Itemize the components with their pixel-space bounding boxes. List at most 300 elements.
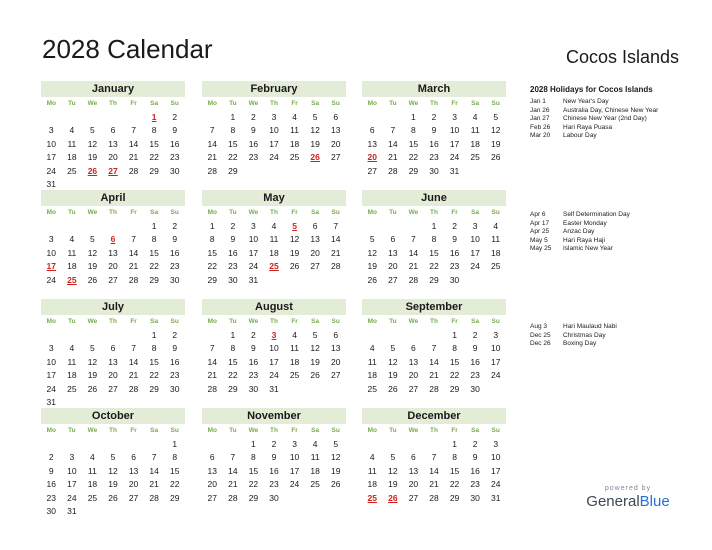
empty-cell — [403, 329, 424, 342]
day-cell: 30 — [449, 274, 460, 285]
day-cell: 7 — [131, 343, 136, 354]
day-cell: 15 — [248, 465, 259, 476]
day-cell: 29 — [207, 274, 218, 285]
month-title: July — [41, 299, 185, 315]
day-cell: 21 — [128, 370, 139, 381]
day-cell: 20 — [330, 356, 341, 367]
day-grid — [202, 220, 346, 287]
weekday-label: We — [248, 209, 259, 216]
day-cell: 30 — [269, 492, 279, 503]
day-cell: 14 — [128, 247, 139, 258]
weekday-label: Su — [491, 318, 500, 325]
weekday-label: Th — [430, 318, 438, 325]
holiday-row — [530, 340, 710, 349]
month-march — [362, 81, 506, 178]
weekday-label: Mo — [367, 100, 377, 107]
day-cell: 8 — [431, 234, 437, 245]
weekday-label: Mo — [46, 318, 56, 325]
day-cell: 11 — [290, 125, 299, 136]
day-cell: 8 — [209, 234, 215, 245]
empty-cell — [123, 111, 144, 124]
day-cell: 13 — [330, 125, 341, 136]
day-cell: 29 — [429, 274, 439, 285]
holiday-row — [530, 124, 710, 133]
day-cell: 25 — [289, 370, 300, 381]
day-cell: 29 — [169, 492, 180, 503]
day-cell: 4 — [69, 125, 75, 136]
holiday-row — [530, 220, 710, 229]
day-cell: 2 — [172, 112, 178, 122]
weekday-label: Su — [491, 209, 500, 216]
weekday-label: We — [87, 100, 98, 107]
day-cell: 11 — [269, 234, 279, 245]
empty-cell — [383, 329, 404, 342]
day-cell: 9 — [271, 452, 277, 463]
day-cell: 31 — [490, 492, 501, 503]
day-cell: 19 — [367, 261, 378, 272]
day-cell: 30 — [46, 505, 57, 516]
day-cell: 23 — [449, 261, 460, 272]
day-cell: 26 — [388, 383, 398, 394]
weekday-label: Mo — [367, 318, 377, 325]
day-cell: 31 — [46, 396, 57, 407]
day-cell: 8 — [230, 125, 236, 136]
day-cell: 15 — [149, 247, 159, 258]
empty-cell — [144, 438, 165, 451]
weekday-label: Fr — [291, 100, 298, 107]
day-cell: 2 — [431, 112, 437, 122]
holiday-name: Boxing Day — [563, 340, 597, 348]
day-cell: 22 — [149, 261, 159, 272]
weekday-label: Tu — [68, 100, 76, 107]
weekday-label: Tu — [68, 209, 76, 216]
day-cell: 13 — [108, 356, 118, 367]
day-cell: 7 — [431, 452, 437, 463]
holiday-row — [530, 115, 710, 124]
weekday-label: We — [248, 427, 259, 434]
day-cell: 9 — [172, 343, 178, 354]
day-cell: 8 — [151, 343, 157, 354]
holiday-name: New Year's Day — [563, 98, 609, 105]
day-cell: 15 — [149, 356, 159, 367]
weekday-label: Th — [109, 209, 117, 216]
page-title: 2028 Calendar — [42, 34, 213, 64]
day-cell: 15 — [408, 138, 419, 149]
day-cell: 21 — [408, 261, 419, 272]
day-cell: 10 — [470, 234, 480, 245]
day-cell: 20 — [128, 479, 139, 490]
day-cell: 5 — [110, 452, 116, 463]
holiday-day: 25 — [67, 274, 77, 285]
weekday-label: Sa — [150, 318, 159, 325]
day-cell: 27 — [207, 492, 218, 503]
day-cell: 10 — [46, 247, 57, 258]
day-cell: 12 — [367, 247, 378, 258]
empty-cell — [82, 111, 103, 124]
weekday-header — [362, 97, 506, 111]
day-cell: 25 — [67, 383, 77, 394]
day-cell: 26 — [330, 479, 341, 490]
weekday-label: Su — [331, 318, 340, 325]
weekday-label: Su — [170, 100, 179, 107]
day-cell: 2 — [452, 221, 457, 231]
holiday-row — [530, 332, 710, 341]
day-cell: 1 — [151, 330, 157, 340]
day-cell: 3 — [452, 112, 457, 122]
day-cell: 4 — [292, 112, 297, 122]
day-cell: 11 — [491, 234, 501, 245]
day-cell: 26 — [87, 383, 98, 394]
day-grid — [202, 329, 346, 396]
empty-cell — [383, 111, 404, 124]
day-cell: 12 — [87, 247, 98, 258]
day-cell: 5 — [90, 125, 95, 136]
day-cell: 22 — [228, 152, 238, 163]
day-cell: 1 — [209, 221, 215, 231]
weekday-label: Sa — [471, 100, 480, 107]
day-cell: 3 — [472, 221, 478, 231]
day-cell: 27 — [408, 492, 419, 503]
day-cell: 11 — [88, 465, 97, 476]
day-cell: 17 — [269, 356, 279, 367]
day-cell: 28 — [149, 492, 159, 503]
brand-logo[interactable] — [586, 485, 670, 510]
day-cell: 7 — [333, 221, 339, 231]
day-cell: 20 — [408, 370, 419, 381]
weekday-label: We — [87, 427, 98, 434]
month-title: September — [362, 299, 506, 315]
holiday-date: Mar 20 — [530, 132, 551, 140]
day-cell: 13 — [108, 247, 118, 258]
day-cell: 27 — [388, 274, 398, 285]
day-cell: 20 — [388, 261, 398, 272]
holiday-date: Aug 3 — [530, 323, 547, 330]
weekday-label: Su — [491, 427, 500, 434]
day-cell: 12 — [310, 343, 320, 354]
holiday-day: 20 — [367, 152, 378, 163]
day-cell: 8 — [151, 234, 157, 245]
holiday-row — [530, 228, 710, 237]
day-cell: 10 — [269, 343, 279, 354]
day-cell: 11 — [67, 138, 77, 149]
day-cell: 9 — [472, 452, 478, 463]
day-cell: 21 — [128, 152, 139, 163]
day-cell: 17 — [46, 152, 57, 163]
day-cell: 19 — [108, 479, 118, 490]
day-cell: 23 — [169, 152, 180, 163]
weekday-label: Su — [170, 209, 179, 216]
day-cell: 28 — [408, 274, 419, 285]
day-cell: 14 — [429, 356, 439, 367]
day-cell: 29 — [228, 383, 238, 394]
empty-cell — [82, 220, 103, 233]
weekday-label: Tu — [389, 209, 397, 216]
weekday-label: Mo — [207, 318, 217, 325]
day-cell: 24 — [248, 261, 259, 272]
weekday-header — [202, 206, 346, 220]
day-cell: 18 — [87, 479, 98, 490]
weekday-label: Fr — [291, 318, 298, 325]
holiday-row — [530, 98, 710, 107]
holiday-group — [530, 211, 710, 254]
holiday-group — [530, 98, 710, 141]
day-cell: 6 — [333, 330, 339, 340]
weekday-label: Fr — [130, 100, 137, 107]
day-cell: 28 — [388, 165, 398, 176]
empty-cell — [223, 438, 244, 451]
weekday-label: Th — [430, 100, 438, 107]
day-cell: 21 — [128, 261, 139, 272]
day-cell: 23 — [248, 370, 259, 381]
day-grid — [362, 438, 506, 505]
day-cell: 1 — [431, 221, 437, 231]
day-cell: 4 — [493, 221, 499, 231]
day-grid — [41, 438, 185, 518]
holiday-day: 5 — [292, 221, 297, 231]
day-cell: 7 — [209, 125, 215, 136]
day-cell: 25 — [289, 152, 300, 163]
day-cell: 3 — [48, 343, 54, 354]
day-cell: 27 — [367, 165, 378, 176]
holiday-date: Jan 1 — [530, 98, 546, 105]
day-cell: 16 — [269, 465, 279, 476]
day-cell: 10 — [46, 356, 57, 367]
brand-name: GeneralBlue — [586, 493, 670, 510]
day-cell: 7 — [411, 234, 416, 245]
day-cell: 19 — [388, 479, 398, 490]
day-cell: 4 — [90, 452, 95, 463]
holiday-date: Jan 27 — [530, 115, 550, 123]
day-cell: 23 — [470, 479, 480, 490]
day-cell: 11 — [470, 125, 480, 136]
empty-cell — [362, 438, 383, 451]
day-cell: 6 — [312, 221, 318, 231]
day-cell: 2 — [271, 439, 277, 449]
empty-cell — [403, 438, 424, 451]
day-cell: 1 — [452, 330, 457, 340]
month-title: November — [202, 408, 346, 424]
day-cell: 24 — [490, 370, 501, 381]
day-cell: 13 — [108, 138, 118, 149]
day-cell: 9 — [431, 125, 437, 136]
weekday-header — [362, 315, 506, 329]
day-cell: 22 — [207, 261, 218, 272]
weekday-label: Th — [270, 209, 278, 216]
day-cell: 6 — [411, 452, 416, 463]
day-cell: 6 — [390, 234, 396, 245]
day-cell: 26 — [87, 274, 98, 285]
day-cell: 14 — [330, 234, 341, 245]
day-cell: 29 — [408, 165, 419, 176]
day-cell: 14 — [388, 138, 398, 149]
day-cell: 18 — [367, 370, 378, 381]
weekday-label: Fr — [130, 427, 137, 434]
day-cell: 3 — [69, 452, 75, 463]
holiday-date: Apr 6 — [530, 211, 546, 218]
month-february — [202, 81, 346, 178]
holiday-name: Australia Day, Chinese New Year — [563, 106, 659, 114]
weekday-label: Sa — [471, 318, 480, 325]
day-cell: 7 — [230, 452, 236, 463]
day-cell: 22 — [429, 261, 439, 272]
month-title: December — [362, 408, 506, 424]
day-cell: 10 — [490, 452, 501, 463]
day-cell: 22 — [149, 152, 159, 163]
weekday-label: Th — [270, 318, 278, 325]
weekday-label: Sa — [471, 209, 480, 216]
day-cell: 28 — [330, 261, 341, 272]
month-may — [202, 190, 346, 287]
day-cell: 23 — [470, 370, 480, 381]
holiday-row — [530, 245, 710, 254]
country-name: Cocos Islands — [566, 47, 680, 67]
day-cell: 2 — [230, 221, 236, 231]
holiday-day: 25 — [269, 261, 279, 272]
weekday-label: Sa — [150, 209, 159, 216]
empty-cell — [123, 438, 144, 451]
weekday-header — [41, 315, 185, 329]
empty-cell — [103, 329, 124, 342]
day-cell: 5 — [90, 343, 95, 354]
day-cell: 14 — [149, 465, 159, 476]
day-cell: 22 — [248, 479, 259, 490]
weekday-header — [41, 206, 185, 220]
day-cell: 9 — [230, 234, 236, 245]
day-cell: 15 — [207, 247, 218, 258]
empty-cell — [41, 438, 62, 451]
holiday-name: Hari Maulaud Nabi — [563, 323, 617, 330]
weekday-label: Mo — [367, 209, 377, 216]
day-cell: 5 — [90, 234, 95, 245]
day-cell: 16 — [449, 247, 460, 258]
weekday-header — [41, 97, 185, 111]
weekday-label: Th — [430, 427, 438, 434]
day-cell: 20 — [108, 261, 118, 272]
weekday-label: Sa — [311, 427, 320, 434]
day-cell: 27 — [108, 383, 118, 394]
day-cell: 8 — [172, 452, 178, 463]
day-cell: 4 — [472, 112, 478, 122]
day-cell: 4 — [292, 330, 297, 340]
holidays-title: 2028 Holidays for Cocos Islands — [530, 85, 653, 94]
weekday-label: Fr — [451, 427, 458, 434]
day-cell: 15 — [429, 247, 439, 258]
day-cell: 13 — [367, 138, 378, 149]
day-cell: 18 — [310, 465, 320, 476]
day-cell: 4 — [69, 343, 75, 354]
day-cell: 15 — [149, 138, 159, 149]
day-cell: 15 — [449, 465, 460, 476]
day-cell: 14 — [207, 138, 218, 149]
day-cell: 30 — [429, 165, 439, 176]
day-cell: 24 — [46, 274, 57, 285]
day-cell: 24 — [269, 370, 279, 381]
day-cell: 16 — [46, 479, 57, 490]
holiday-day: 17 — [46, 261, 57, 272]
day-cell: 9 — [48, 465, 54, 476]
day-cell: 25 — [470, 152, 480, 163]
day-cell: 3 — [292, 439, 297, 449]
day-cell: 17 — [46, 370, 57, 381]
empty-cell — [103, 438, 124, 451]
holiday-day: 26 — [87, 165, 98, 176]
month-title: April — [41, 190, 185, 206]
day-cell: 24 — [46, 165, 57, 176]
day-cell: 28 — [128, 274, 139, 285]
day-cell: 21 — [429, 370, 439, 381]
day-cell: 11 — [367, 465, 377, 476]
day-cell: 26 — [289, 261, 300, 272]
day-cell: 10 — [289, 452, 300, 463]
day-cell: 25 — [490, 261, 501, 272]
empty-cell — [362, 329, 383, 342]
day-cell: 5 — [493, 112, 499, 122]
empty-cell — [103, 111, 124, 124]
month-title: August — [202, 299, 346, 315]
day-cell: 1 — [172, 439, 178, 449]
weekday-label: Mo — [207, 100, 217, 107]
day-cell: 12 — [108, 465, 118, 476]
day-cell: 31 — [46, 178, 57, 189]
weekday-label: We — [87, 209, 98, 216]
holiday-date: Apr 17 — [530, 219, 550, 227]
day-cell: 22 — [169, 479, 180, 490]
day-cell: 12 — [330, 452, 341, 463]
day-cell: 17 — [490, 356, 501, 367]
day-cell: 18 — [490, 247, 501, 258]
weekday-label: Mo — [46, 427, 56, 434]
weekday-label: Fr — [291, 209, 298, 216]
day-cell: 9 — [472, 343, 478, 354]
day-cell: 6 — [209, 452, 215, 463]
day-cell: 25 — [67, 165, 77, 176]
weekday-label: Tu — [229, 427, 237, 434]
weekday-label: We — [408, 100, 419, 107]
day-cell: 12 — [388, 356, 398, 367]
day-cell: 8 — [251, 452, 256, 463]
weekday-label: Fr — [291, 427, 298, 434]
day-cell: 17 — [248, 247, 259, 258]
day-cell: 20 — [408, 479, 419, 490]
day-cell: 19 — [87, 370, 98, 381]
day-cell: 9 — [172, 125, 178, 136]
holiday-day: 26 — [388, 492, 398, 503]
holiday-name: Hari Raya Puasa — [563, 123, 613, 131]
holiday-day: 26 — [310, 152, 320, 163]
day-cell: 14 — [128, 356, 139, 367]
day-cell: 31 — [269, 383, 279, 394]
day-cell: 10 — [46, 138, 57, 149]
empty-cell — [202, 329, 223, 342]
day-cell: 8 — [411, 125, 416, 136]
day-grid — [362, 111, 506, 178]
day-cell: 30 — [248, 383, 259, 394]
day-cell: 11 — [310, 452, 320, 463]
day-cell: 4 — [369, 343, 375, 354]
day-cell: 1 — [251, 439, 256, 449]
weekday-label: Th — [109, 427, 117, 434]
day-cell: 6 — [369, 125, 375, 136]
holiday-row — [530, 323, 710, 332]
day-cell: 25 — [310, 479, 320, 490]
day-cell: 2 — [251, 330, 256, 340]
day-cell: 6 — [131, 452, 136, 463]
day-cell: 16 — [228, 247, 238, 258]
day-cell: 1 — [452, 439, 457, 449]
day-cell: 3 — [48, 234, 54, 245]
month-september — [362, 299, 506, 396]
day-cell: 15 — [449, 356, 460, 367]
